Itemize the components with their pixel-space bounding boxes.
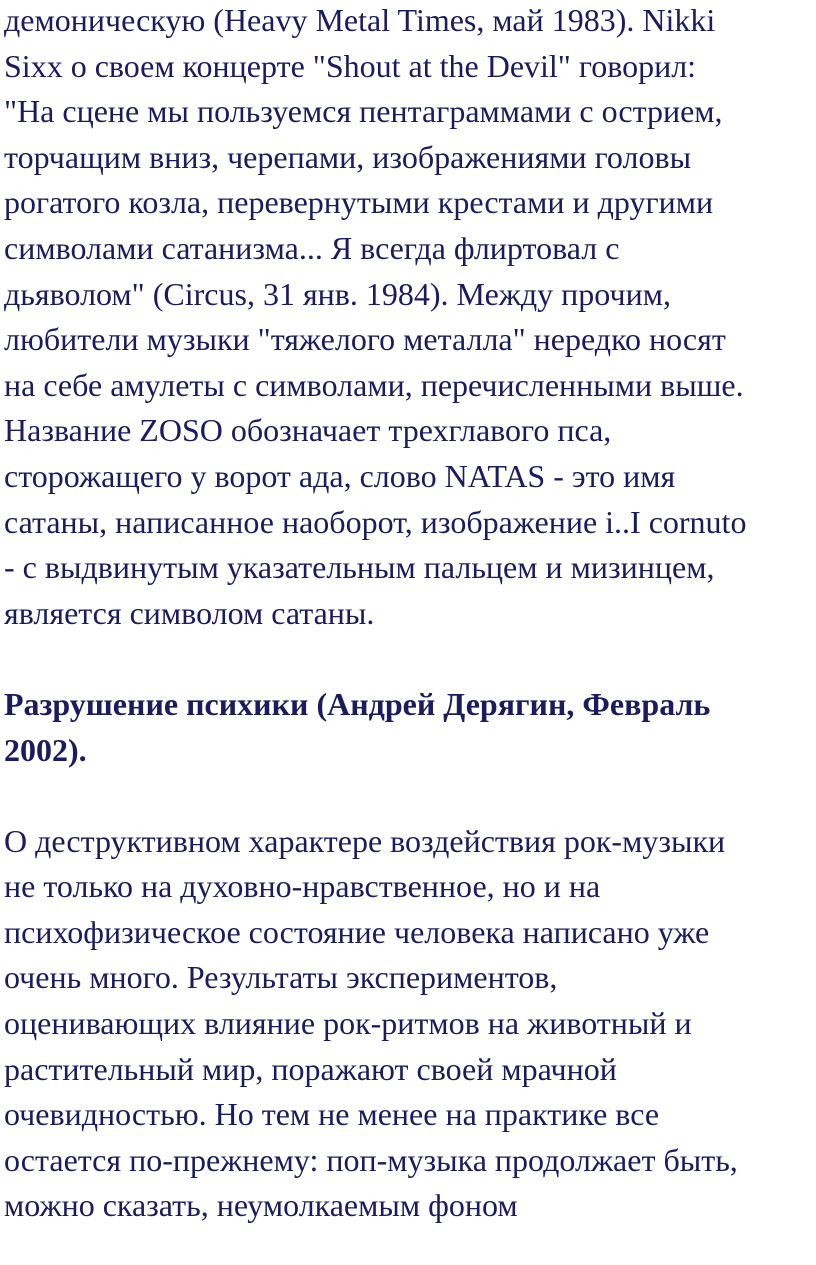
paragraph-body <box>4 819 816 1229</box>
text-line: можно сказать, неумолкаемым фоном <box>4 1187 518 1224</box>
heading-line: 2002). <box>4 731 87 768</box>
text-line: символами сатанизма... Я всегда флиртовал с <box>4 229 620 266</box>
text-line: растительный мир, поражают своей мрачной <box>4 1050 617 1087</box>
text-line: оценивающих влияние рок-ритмов на животный и <box>4 1005 692 1042</box>
text-line: не только на духовно-нравственное, но и на <box>4 868 601 905</box>
text-line: любители музыки "тяжелого металла" нередко носят <box>4 321 726 358</box>
text-line: психофизическое состояние человека написано уже <box>4 913 710 950</box>
paragraph-intro <box>4 0 816 636</box>
text-line: торчащим вниз, черепами, изображениями головы <box>4 138 692 175</box>
section-heading <box>4 682 816 773</box>
text-line: О деструктивном характере воздействия рок-музыки <box>4 822 726 859</box>
text-line: Название ZOSO обозначает трехглавого пса, <box>4 412 612 449</box>
text-line: на себе амулеты с символами, перечисленными выше. <box>4 366 744 403</box>
text-line: "На сцене мы пользуемся пентаграммами с острием, <box>4 93 723 130</box>
text-line: рогатого козла, перевернутыми крестами и другими <box>4 184 714 221</box>
text-line: сатаны, написанное наоборот, изображение i..I cornuto <box>4 503 747 540</box>
text-line: остается по-прежнему: поп-музыка продолжает быть, <box>4 1141 738 1178</box>
text-line: является символом сатаны. <box>4 594 375 631</box>
text-line: очевидностью. Но тем не менее на практике все <box>4 1096 660 1133</box>
text-line: очень много. Результаты экспериментов, <box>4 959 558 996</box>
text-line: - с выдвинутым указательным пальцем и мизинцем, <box>4 549 715 586</box>
text-line: Sixx о своем концерте "Shout at the Devil" говорил: <box>4 47 697 84</box>
heading-line: Разрушение психики (Андрей Дерягин, Февраль <box>4 685 711 722</box>
text-line: демоническую (Heavy Metal Times, май 1983). Nikki <box>4 2 716 38</box>
text-line: дьяволом" (Circus, 31 янв. 1984). Между прочим, <box>4 275 671 312</box>
text-line: сторожащего у ворот ада, слово NATAS - это имя <box>4 457 676 494</box>
